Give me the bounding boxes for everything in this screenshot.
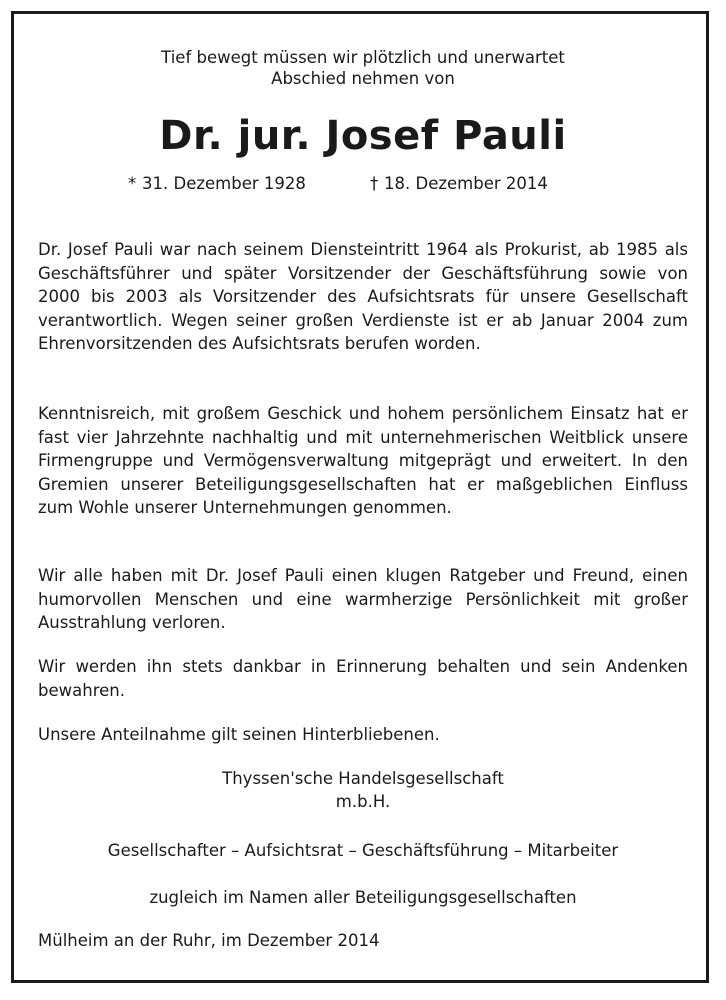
company-line-1: Thyssen'sche Handelsgesellschaft <box>222 769 504 788</box>
intro-line-2: Abschied nehmen von <box>271 69 455 88</box>
intro-text <box>0 47 726 89</box>
paragraph-condolence: Unsere Anteilnahme gilt seinen Hinterbliebenen. <box>38 725 440 744</box>
on-behalf-line: zugleich im Namen aller Beteiligungsgesellschaften <box>149 888 577 907</box>
death-cross-icon: † <box>370 174 379 193</box>
signatory-roles: Gesellschafter – Aufsichtsrat – Geschäftsführung – Mitarbeiter <box>107 841 619 860</box>
birth-star-icon: * <box>128 174 137 193</box>
intro-line-1: Tief bewegt müssen wir plötzlich und unerwartet <box>161 48 565 67</box>
birth-date: 31. Dezember 1928 <box>142 174 306 193</box>
birth-date-group <box>128 173 306 195</box>
deceased-name: Dr. jur. Josef Pauli <box>159 113 567 159</box>
company-name <box>0 767 726 813</box>
paragraph-career: Dr. Josef Pauli war nach seinem Diensteintritt 1964 als Prokurist, ab 1985 als Geschäftsführer und später Vorsitzender der Geschäftsführung sowie von 2000 bis 2003 als Vorsitzender des Aufsichtsrats für unsere Gesellschaft verantwortlich. Wegen seiner großen Verdienste ist er ab Januar 2004 zum Ehrenvorsitzenden des Aufsichtsrats berufen worden. <box>38 240 688 354</box>
place-and-date: Mülheim an der Ruhr, im Dezember 2014 <box>38 931 380 950</box>
paragraph-remembrance: Wir werden ihn stets dankbar in Erinnerung behalten und sein Andenken bewahren. <box>38 657 688 700</box>
death-date: 18. Dezember 2014 <box>384 174 548 193</box>
death-date-group <box>370 173 548 195</box>
paragraph-loss: Wir alle haben mit Dr. Josef Pauli einen klugen Ratgeber und Freund, einen humorvollen Menschen und eine warmherzige Persönlichkeit mit großer Ausstrahlung verloren. <box>38 566 688 633</box>
company-line-2: m.b.H. <box>335 792 391 811</box>
paragraph-achievements: Kenntnisreich, mit großem Geschick und hohem persönlichem Einsatz hat er fast vier Jahrzehnte nachhaltig und mit unternehmerischen Weitblick unsere Firmengruppe und Vermögensverwaltung mitgeprägt und erweitert. In den Gremien unserer Beteiligungsgesellschaften hat er maßgeblichen Einfluss zum Wohle unserer Unternehmungen genommen. <box>38 404 688 518</box>
